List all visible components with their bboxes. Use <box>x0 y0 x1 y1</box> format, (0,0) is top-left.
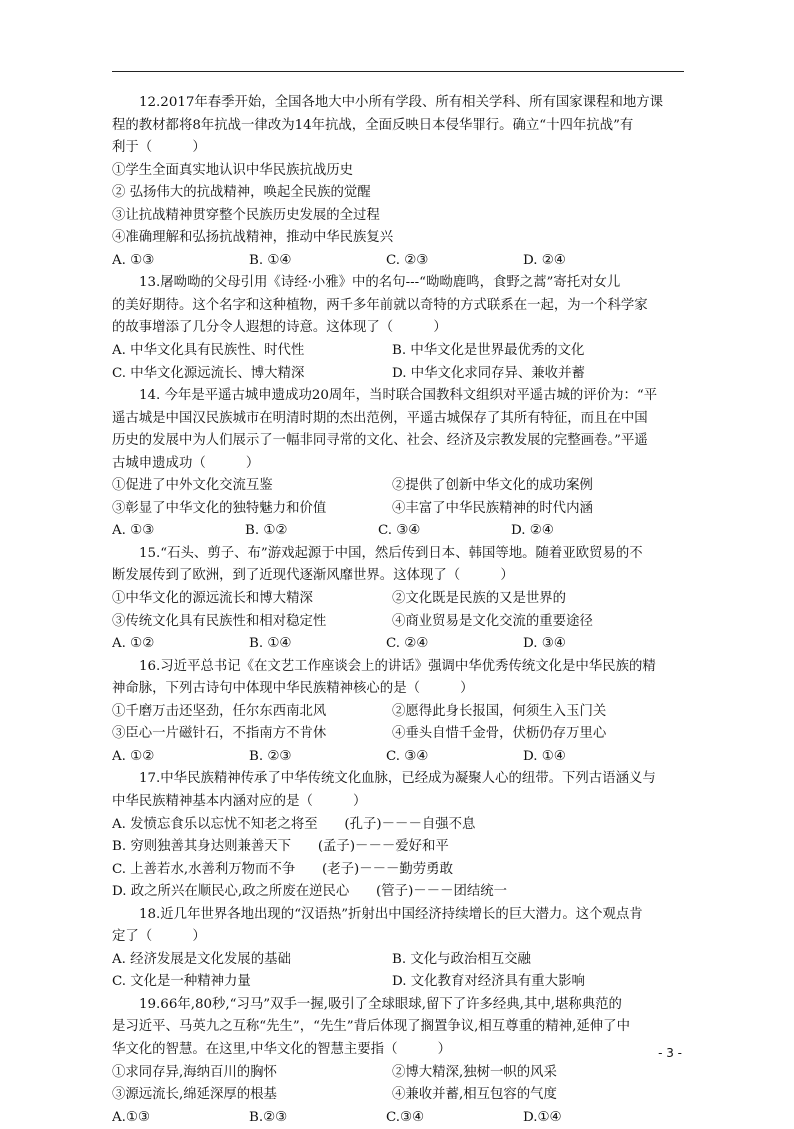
statement-item: ④商业贸易是文化交流的重要途径 <box>392 613 593 629</box>
question-stem: 18.近几年世界各地出现的“汉语热”折射出中国经济持续增长的巨大潜力。这个观点肯 <box>139 906 643 922</box>
statement-items <box>112 475 684 498</box>
option-c: C. 中华文化源远流长、博大精深 <box>112 365 305 381</box>
statement-item: ④兼收并蓄,相互包容的气度 <box>392 1087 557 1103</box>
answer-options <box>112 1107 684 1129</box>
option-a: A. ①③ <box>112 523 155 539</box>
statement-items <box>112 701 684 724</box>
option-b: B. ①④ <box>249 252 292 268</box>
option-b: B. ①② <box>245 523 288 539</box>
question-stem: 17.中华民族精神传承了中华传统文化血脉，已经成为凝聚人心的纽带。下列古语涵义与 <box>139 771 656 787</box>
statement-item: ③让抗战精神贯穿整个民族历史发展的全过程 <box>112 207 380 223</box>
statement-item: ② 弘扬伟大的抗战精神，唤起全民族的觉醒 <box>112 185 371 201</box>
option-a: A. 经济发展是文化发展的基础 <box>112 951 291 967</box>
question-list <box>112 92 684 1129</box>
question-stem: 古城申遗成功（ ） <box>112 455 260 471</box>
option-a: A. 中华文化具有民族性、时代性 <box>112 343 305 359</box>
statement-item: ③传统文化具有民族性和相对稳定性 <box>112 613 327 629</box>
question-stem: 13.屠呦呦的父母引用《诗经·小雅》中的名句---“呦呦鹿鸣，食野之蒿”寄托对女儿 <box>139 275 621 291</box>
header-rule <box>112 71 684 72</box>
question-stem: 的故事增添了几分令人遐想的诗意。这体现了（ ） <box>112 320 447 336</box>
statement-item: ④丰富了中华民族精神的时代内涵 <box>392 500 593 516</box>
statement-item: ③源远流长,绵延深厚的根基 <box>112 1087 277 1103</box>
answer-options <box>112 250 684 273</box>
option-c: C. ③④ <box>386 748 429 764</box>
option-c: C. ③④ <box>378 523 421 539</box>
option-a: A. ①③ <box>112 252 155 268</box>
option-b: B. 文化与政治相互交融 <box>392 951 531 967</box>
question-stem: 历史的发展中为人们展示了一幅非同寻常的文化、社会、经济及宗教发展的完整画卷。”平遥 <box>112 433 648 449</box>
page-number: - 3 - <box>658 1046 682 1060</box>
question-stem: 的美好期待。这个名字和这种植物，两千多年前就以奇特的方式联系在一起，为一个科学家 <box>112 297 648 313</box>
statement-item: ④垂头自惜千金骨，伏枥仍存万里心 <box>392 726 607 742</box>
question-stem: 遥古城是中国汉民族城市在明清时期的杰出范例，平遥古城保存了其所有特征，而且在中国 <box>112 410 648 426</box>
statement-item: ③彰显了中华文化的独特魅力和价值 <box>112 500 327 516</box>
option-d: D. ①④ <box>523 748 566 764</box>
option-a: A. 发愤忘食乐以忘忧不知老之将至 (孔子)－－－自强不息 <box>112 816 476 832</box>
question-stem: 19.66年,80秒,“习马”双手一握,吸引了全球眼球,留下了许多经典,其中,堪称典范的 <box>139 996 622 1012</box>
option-c: C. 文化是一种精神力量 <box>112 974 251 990</box>
option-d: D. 中华文化求同存异、兼收并蓄 <box>392 365 585 381</box>
option-d: D. ②④ <box>523 252 566 268</box>
option-c: C. ②④ <box>386 636 429 652</box>
option-a: A. ①② <box>112 636 155 652</box>
option-a: A.①③ <box>112 1109 150 1125</box>
question-stem: 12.2017年春季开始，全国各地大中小所有学段、所有相关学科、所有国家课程和地方课 <box>139 95 664 110</box>
question-stem: 15.“石头、剪子、布”游戏起源于中国，然后传到日本、韩国等地。随着亚欧贸易的不 <box>139 545 643 561</box>
statement-items <box>112 723 684 746</box>
question-stem: 利于（ ） <box>112 140 206 156</box>
question-stem: 神命脉，下列古诗句中体现中华民族精神核心的是（ ） <box>112 681 474 697</box>
statement-items <box>112 498 684 521</box>
statement-items <box>112 611 684 634</box>
statement-item: ③臣心一片磁针石，不指南方不肯休 <box>112 726 327 742</box>
answer-options <box>112 340 684 363</box>
statement-item: ②愿得此身长报国，何须生入玉门关 <box>392 703 607 719</box>
option-d: D.①④ <box>523 1109 562 1125</box>
question-stem: 程的教材都将8年抗战一律改为14年抗战，全面反映日本侵华罪行。确立“十四年抗战”有 <box>112 117 634 133</box>
question-stem: 断发展传到了欧洲，到了近现代逐渐风靡世界。这体现了（ ） <box>112 568 514 584</box>
answer-options <box>112 633 684 656</box>
option-a: A. ①② <box>112 748 155 764</box>
question-stem: 定了（ ） <box>112 929 206 945</box>
option-c: C. 上善若水,水善利万物而不争 (老子)－－－勤劳勇敢 <box>112 861 453 877</box>
answer-options <box>112 363 684 386</box>
option-b: B. 穷则独善其身达则兼善天下 (孟子)－－－爱好和平 <box>112 839 449 855</box>
answer-options <box>112 520 684 543</box>
option-b: B. ②③ <box>249 748 292 764</box>
option-c: C. ②③ <box>386 252 429 268</box>
option-b: B.②③ <box>249 1109 288 1125</box>
question-16 <box>112 656 684 769</box>
question-stem: 14. 今年是平遥古城申遗成功20周年，当时联合国教科文组织对平遥古城的评价为：“平 <box>139 388 658 404</box>
option-d: D. 文化教育对经济具有重大影响 <box>392 974 585 990</box>
answer-options <box>112 971 684 994</box>
option-c: C.③④ <box>386 1109 425 1125</box>
answer-options <box>112 949 684 972</box>
question-stem: 16.习近平总书记《在文艺工作座谈会上的讲话》强调中华优秀传统文化是中华民族的精 <box>139 658 656 674</box>
question-stem: 华文化的智慧。在这里,中华文化的智慧主要指（ ） <box>112 1041 452 1057</box>
statement-items <box>112 1062 684 1085</box>
option-b: B. 中华文化是世界最优秀的文化 <box>392 343 585 359</box>
option-d: D. ③④ <box>523 636 566 652</box>
statement-items <box>112 1084 684 1107</box>
statement-item: ①求同存异,海纳百川的胸怀 <box>112 1064 277 1080</box>
option-d: D. ②④ <box>511 523 554 539</box>
statement-item: ①中华文化的源远流长和博大精深 <box>112 591 313 607</box>
question-stem: 中华民族精神基本内涵对应的是（ ） <box>112 793 367 809</box>
question-12 <box>112 92 684 272</box>
statement-item: ②文化既是民族的又是世界的 <box>392 591 567 607</box>
option-d: D. 政之所兴在顺民心,政之所废在逆民心 (管子)－－－团结统一 <box>112 884 508 900</box>
question-15 <box>112 543 684 656</box>
question-13 <box>112 272 684 385</box>
question-18 <box>112 904 684 994</box>
option-b: B. ①④ <box>249 636 292 652</box>
question-19 <box>112 994 684 1129</box>
statement-item: ①千磨万击还坚劲，任尔东西南北风 <box>112 703 327 719</box>
statement-item: ①促进了中外文化交流互鉴 <box>112 478 273 494</box>
statement-item: ②博大精深,独树一帜的风采 <box>392 1064 557 1080</box>
answer-options <box>112 746 684 769</box>
question-stem: 是习近平、马英九之互称“先生”，“先生”背后体现了搁置争议,相互尊重的精神,延伸了中 <box>112 1019 630 1035</box>
statement-items <box>112 588 684 611</box>
question-17 <box>112 768 684 903</box>
statement-item: ②提供了创新中华文化的成功案例 <box>392 478 593 494</box>
statement-item: ④准确理解和弘扬抗战精神，推动中华民族复兴 <box>112 230 394 246</box>
question-14 <box>112 385 684 543</box>
statement-item: ①学生全面真实地认识中华民族抗战历史 <box>112 162 354 178</box>
